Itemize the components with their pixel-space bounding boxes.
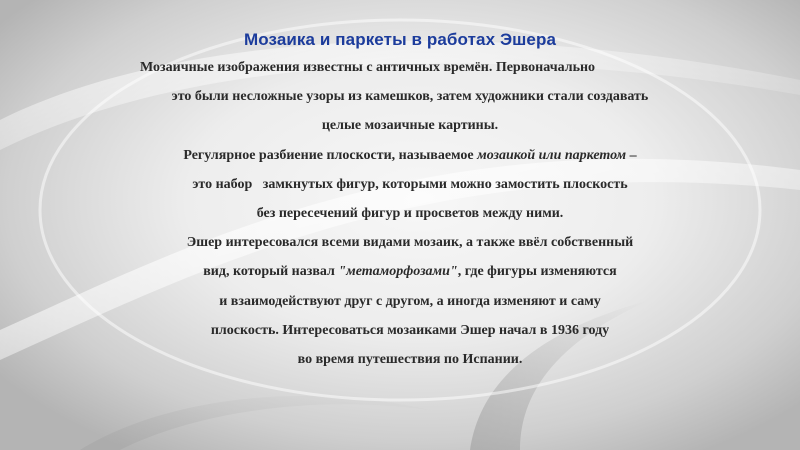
body-line: во время путешествия по Испании.	[297, 351, 523, 367]
body-line: Мозаичные изображения известны с античных времён. Первоначально	[140, 60, 596, 75]
slide-body-text	[60, 53, 760, 374]
emphasis-term: мозаикой или паркетом	[477, 147, 627, 163]
emphasis-term: "метаморфозами"	[338, 264, 458, 280]
body-line-text: –	[626, 147, 637, 163]
body-line: Эшер интересовался всеми видами мозаик, а также ввёл собственный	[186, 235, 634, 251]
body-line: целые мозаичные картины.	[321, 118, 499, 134]
body-line	[60, 257, 760, 286]
body-line: без пересечений фигур и просветов между ними.	[256, 205, 564, 221]
body-line: это были несложные узоры из камешков, затем художники стали создавать	[171, 89, 649, 105]
body-line-text: вид, который назвал	[203, 264, 339, 280]
body-line-text: Регулярное разбиение плоскости, называемое	[183, 147, 478, 163]
slide-title: Мозаика и паркеты в работах Эшера	[243, 30, 556, 49]
body-line-text: , где фигуры изменяются	[457, 264, 617, 280]
body-line	[60, 141, 760, 170]
body-line: это набор замкнутых фигур, которыми можно замостить плоскость	[192, 176, 628, 192]
body-line: и взаимодействуют друг с другом, а иногда изменяют и саму	[219, 293, 601, 309]
body-line: плоскость. Интересоваться мозаиками Эшер начал в 1936 году	[210, 322, 610, 338]
